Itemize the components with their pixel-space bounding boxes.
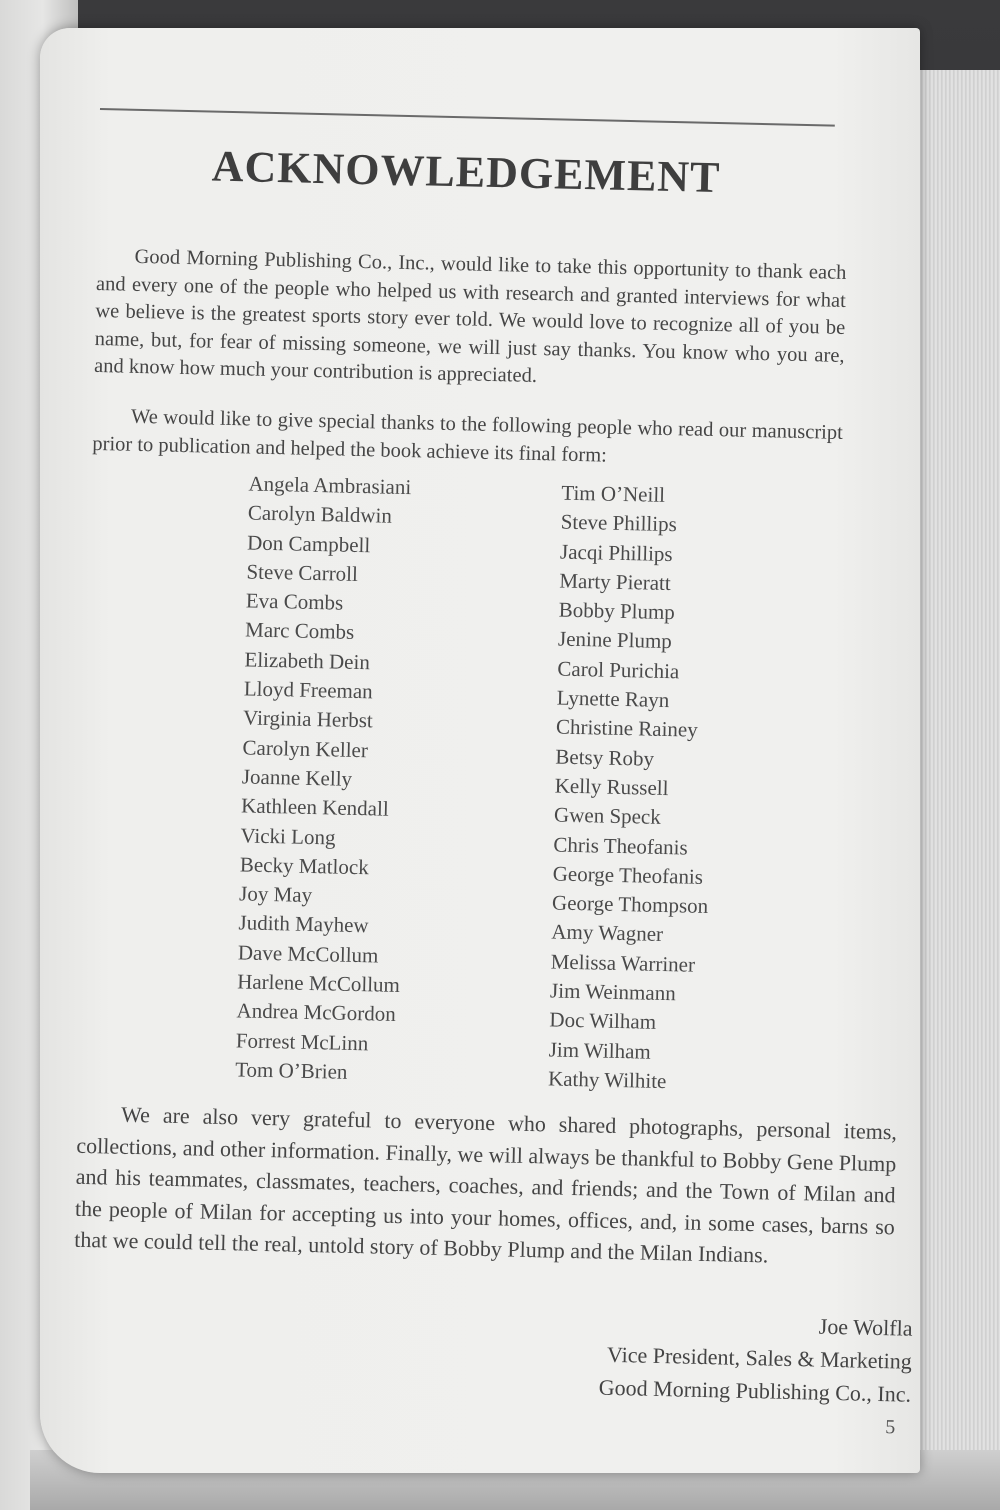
list-item: Jim Weinmann (549, 978, 677, 1006)
list-item: Marty Pieratt (559, 568, 672, 595)
signature-role: Vice President, Sales & Marketing (606, 1341, 913, 1374)
page-stack-edge (910, 70, 1000, 1510)
list-item: Chris Theofanis (553, 832, 689, 860)
list-item: Don Campbell (246, 530, 371, 557)
list-item: Kathy Wilhite (547, 1066, 667, 1094)
list-item: Tom O’Brien (234, 1057, 348, 1084)
list-item: Betsy Roby (555, 744, 655, 771)
closing-paragraph: We are also very grateful to everyone who shared photographs, personal items, collections, and other information. Finally, we will always be thankful to Bobby Gene Plump and his teammates, classmates, teachers, coaches, and friends; and the Town of Milan and the people of Milan for accepting us into your homes, offices, and, in some cases, barns so that we could tell the real, untold story of Bobby Plump and the Milan Indians. (74, 1101, 898, 1268)
page-content (70, 108, 913, 1455)
list-item: Angela Ambrasiani (248, 471, 412, 500)
list-item: Amy Wagner (551, 919, 664, 947)
names-list-left (235, 469, 412, 1088)
list-item: Carol Purichia (557, 656, 680, 684)
names-list-right (548, 479, 718, 1098)
signature-company: Good Morning Publishing Co., Inc. (598, 1374, 912, 1407)
list-item: Elizabeth Dein (244, 647, 371, 675)
list-item: Gwen Speck (553, 802, 662, 830)
list-item: Becky Matlock (239, 852, 370, 880)
list-item: Harlene McCollum (236, 969, 401, 998)
list-item: Eva Combs (245, 588, 344, 615)
list-item: Virginia Herbst (242, 705, 374, 733)
list-item: Melissa Warriner (550, 949, 696, 977)
list-item: Steve Phillips (560, 509, 678, 537)
top-rule (100, 108, 835, 127)
intro-paragraph: Good Morning Publishing Co., Inc., would like to take this opportunity to thank each and every one of the people who helped us with research and granted interviews for what we believe is the greatest sports story ever told. We would love to recognize all of you be name, but, for fear of missing someone, we will just say thanks. You know who you are, and know how much your contribution is appreciated. (93, 245, 847, 387)
list-item: George Thompson (551, 890, 709, 919)
list-item: Carolyn Baldwin (247, 500, 393, 529)
list-item: Lloyd Freeman (243, 676, 373, 704)
list-item: Joy May (238, 881, 313, 908)
list-item: Bobby Plump (558, 597, 676, 625)
list-item: Doc Wilham (549, 1007, 657, 1035)
list-item: Dave McCollum (237, 940, 379, 968)
list-item: George Theofanis (552, 861, 704, 889)
list-item: Christine Rainey (555, 714, 699, 743)
list-item: Vicki Long (240, 822, 336, 850)
list-item: Kathleen Kendall (240, 793, 389, 821)
signature-block (541, 1303, 913, 1410)
list-item: Kelly Russell (554, 773, 669, 801)
page-number: 5 (885, 1416, 896, 1439)
list-item: Jim Wilham (548, 1037, 652, 1064)
list-item: Andrea McGordon (236, 998, 396, 1027)
list-item: Tim O’Neill (561, 480, 666, 507)
list-item: Jacqi Phillips (559, 539, 673, 566)
list-item: Carolyn Keller (242, 735, 369, 762)
list-item: Jenine Plump (557, 627, 673, 654)
book-page (40, 28, 920, 1473)
list-item: Forrest McLinn (235, 1027, 369, 1055)
list-item: Judith Mayhew (238, 910, 369, 938)
list-item: Lynette Rayn (556, 685, 670, 713)
list-item: Steve Carroll (246, 559, 359, 586)
list-item: Joanne Kelly (241, 764, 353, 791)
special-thanks-paragraph: We would like to give special thanks to the following people who read our manuscript prior to publication and helped the book achieve its final form: (92, 405, 844, 467)
list-item: Marc Combs (244, 617, 355, 645)
page-title: ACKNOWLEDGEMENT (211, 141, 722, 203)
signature-name: Joe Wolfla (818, 1313, 913, 1341)
